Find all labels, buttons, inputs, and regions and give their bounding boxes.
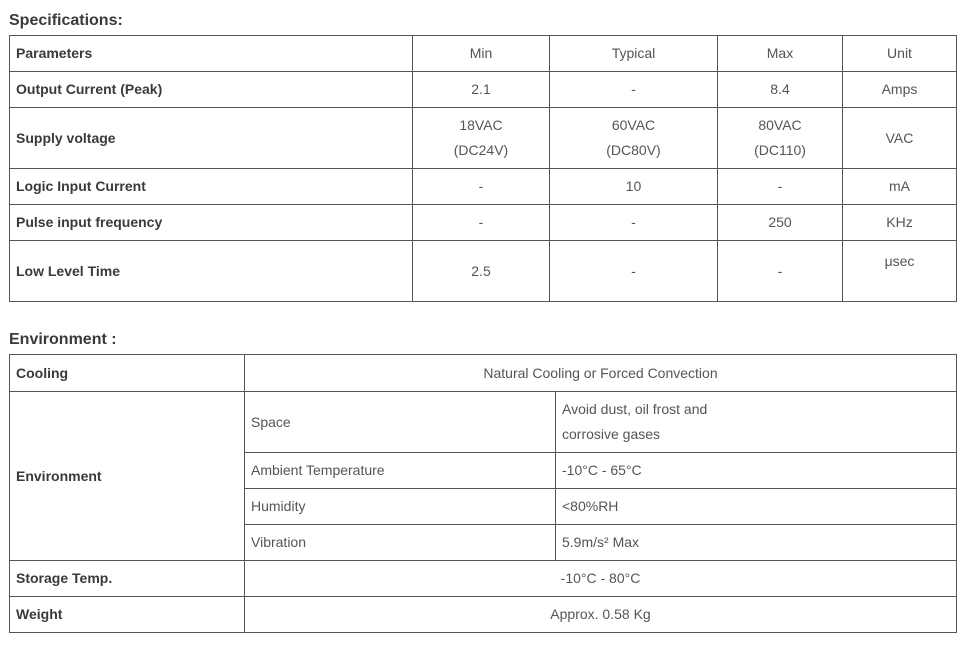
param-label: Low Level Time (10, 241, 413, 302)
env-item-value (556, 392, 957, 453)
specifications-table (9, 35, 957, 302)
param-label: Logic Input Current (10, 169, 413, 205)
typical-value-line: (DC80V) (606, 142, 661, 158)
table-row (10, 561, 957, 597)
spec-header-row (10, 36, 957, 72)
header-max: Max (718, 36, 843, 72)
param-label: Output Current (Peak) (10, 72, 413, 108)
table-row (10, 597, 957, 633)
header-unit: Unit (843, 36, 957, 72)
env-item-value: <80%RH (556, 489, 957, 525)
table-row (10, 72, 957, 108)
env-item-name: Humidity (245, 489, 556, 525)
table-row (10, 205, 957, 241)
unit-value: Amps (843, 72, 957, 108)
param-label: Pulse input frequency (10, 205, 413, 241)
table-row (10, 355, 957, 392)
max-value: - (718, 169, 843, 205)
environment-table (9, 354, 957, 633)
typical-value: 10 (550, 169, 718, 205)
typical-value: - (550, 205, 718, 241)
table-row (10, 169, 957, 205)
max-value-line: (DC110) (754, 142, 806, 158)
max-value: - (718, 241, 843, 302)
max-value-line: 80VAC (758, 117, 802, 133)
table-row (10, 108, 957, 169)
env-item-value-line: Avoid dust, oil frost and (562, 401, 708, 417)
env-item-name: Vibration (245, 525, 556, 561)
env-item-value: -10°C - 65°C (556, 453, 957, 489)
typical-value: - (550, 241, 718, 302)
specifications-title: Specifications: (9, 12, 123, 29)
header-min: Min (413, 36, 550, 72)
min-value: - (413, 169, 550, 205)
environment-title: Environment : (9, 331, 117, 348)
unit-value: VAC (843, 108, 957, 169)
table-row (10, 392, 957, 453)
min-value-line: 18VAC (459, 117, 503, 133)
max-value: 8.4 (718, 72, 843, 108)
weight-label: Weight (10, 597, 245, 633)
storage-value: -10°C - 80°C (245, 561, 957, 597)
unit-value: KHz (843, 205, 957, 241)
env-item-name: Space (245, 392, 556, 453)
typical-value: - (550, 72, 718, 108)
header-typical: Typical (550, 36, 718, 72)
env-item-name: Ambient Temperature (245, 453, 556, 489)
environment-label: Environment (10, 392, 245, 561)
max-value (718, 108, 843, 169)
max-value: 250 (718, 205, 843, 241)
header-parameters: Parameters (10, 36, 413, 72)
env-item-value-line: corrosive gases (562, 426, 661, 442)
min-value-line: (DC24V) (453, 142, 509, 158)
unit-value: μsec (843, 241, 957, 302)
min-value (413, 108, 550, 169)
param-label: Supply voltage (10, 108, 413, 169)
typical-value-line: 60VAC (611, 117, 656, 133)
cooling-value: Natural Cooling or Forced Convection (245, 355, 957, 392)
cooling-label: Cooling (10, 355, 245, 392)
unit-value: mA (843, 169, 957, 205)
weight-value: Approx. 0.58 Kg (245, 597, 957, 633)
min-value: - (413, 205, 550, 241)
typical-value (550, 108, 718, 169)
env-item-value: 5.9m/s² Max (556, 525, 957, 561)
min-value: 2.5 (413, 241, 550, 302)
storage-label: Storage Temp. (10, 561, 245, 597)
table-row (10, 241, 957, 302)
min-value: 2.1 (413, 72, 550, 108)
